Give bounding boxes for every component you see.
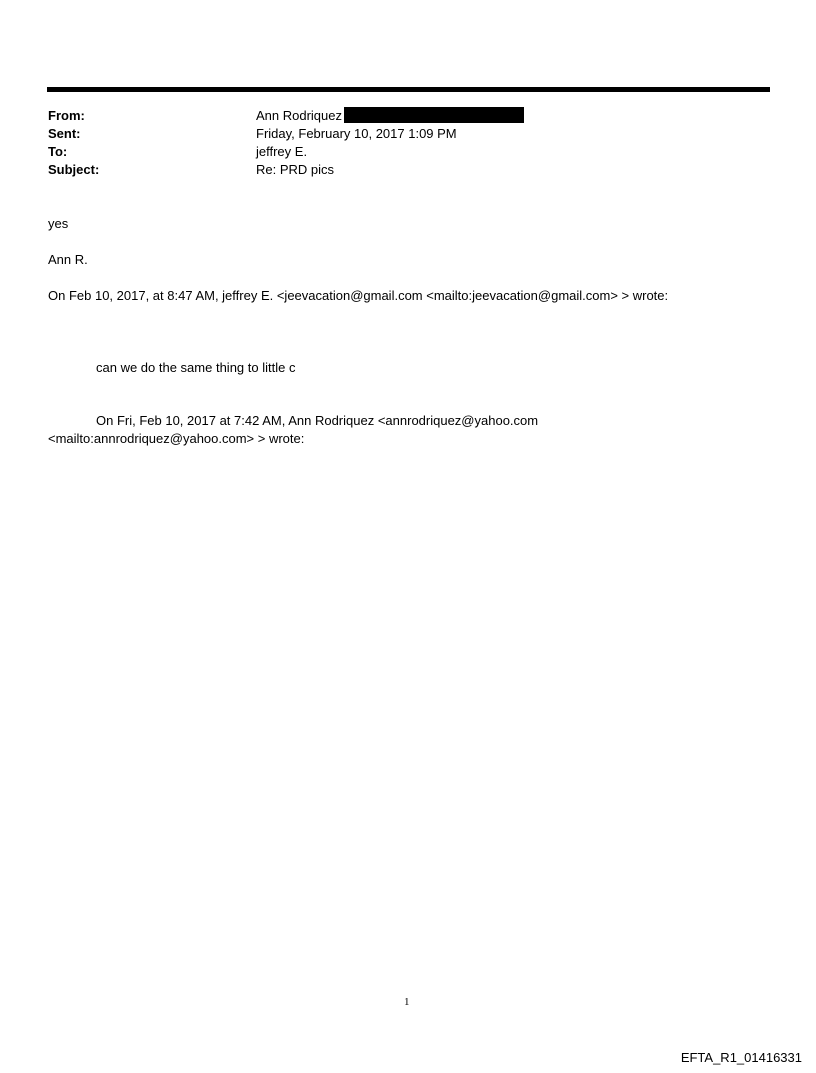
quote2-header-line1: On Fri, Feb 10, 2017 at 7:42 AM, Ann Rodriquez <annrodriquez@yahoo.com (96, 413, 539, 428)
from-name: Ann Rodriquez (256, 108, 342, 123)
from-label: From: (48, 108, 85, 123)
to-value: jeffrey E. (256, 144, 308, 159)
sent-value: Friday, February 10, 2017 1:09 PM (256, 126, 457, 141)
quote1-text: can we do the same thing to little c (96, 360, 296, 375)
sent-label: Sent: (48, 126, 81, 141)
quote2-header-line2: <mailto:annrodriquez@yahoo.com> > wrote: (48, 431, 305, 446)
from-value (256, 107, 524, 125)
signature: Ann R. (48, 252, 88, 267)
reply-text: yes (48, 216, 69, 231)
to-label: To: (48, 144, 68, 159)
subject-label: Subject: (48, 162, 100, 177)
page-number: 1 (404, 996, 410, 1008)
quote1-header: On Feb 10, 2017, at 8:47 AM, jeffrey E. <jeevacation@gmail.com <mailto:jeevacation@gmail.com> > wrote: (48, 288, 669, 303)
subject-value: Re: PRD pics (256, 162, 335, 177)
redaction-block (344, 107, 524, 123)
bates-number: EFTA_R1_01416331 (680, 1050, 802, 1065)
header-rule (47, 87, 770, 92)
